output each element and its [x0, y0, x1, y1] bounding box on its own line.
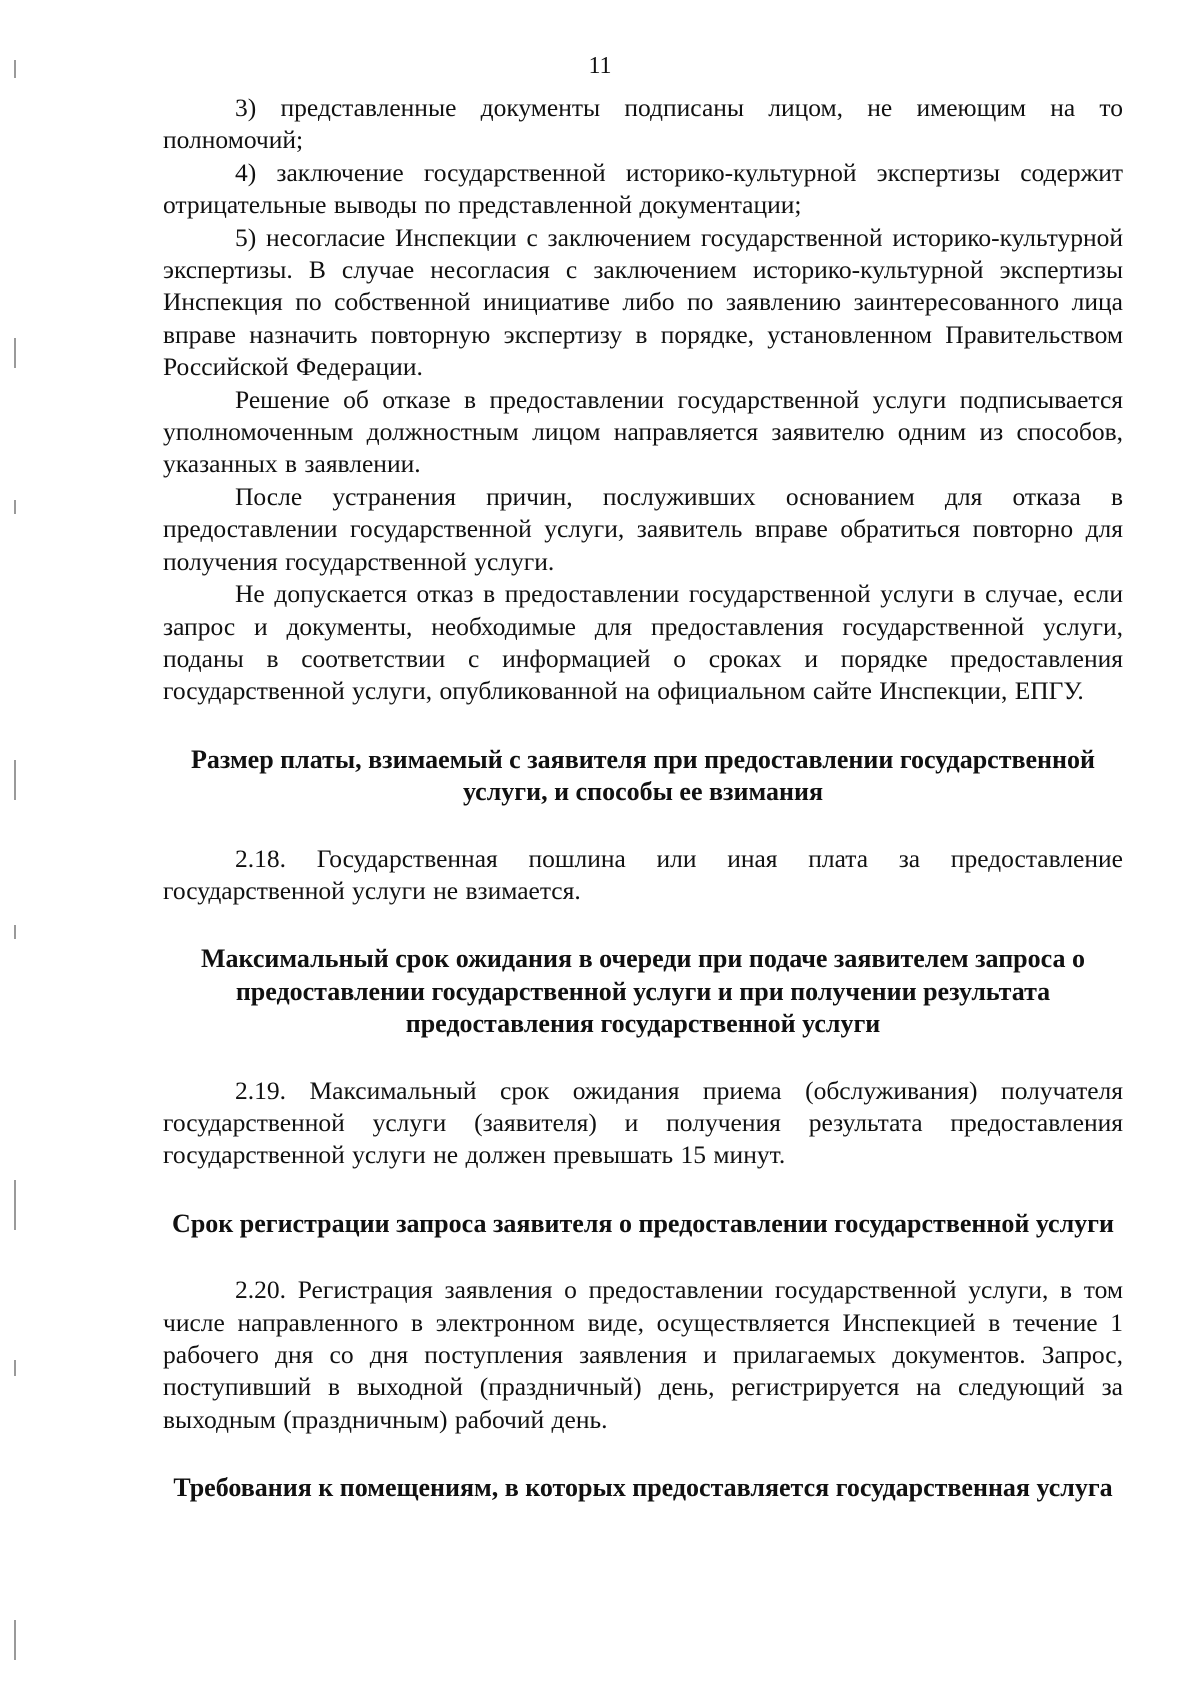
paragraph: 3) представленные документы подписаны лицом, не имеющим на то полномочий;: [163, 93, 1123, 155]
paragraph: Решение об отказе в предоставлении государственной услуги подписывается уполномоченным должностным лицом направляется заявителю одним из способов, указанных в заявлении.: [163, 384, 1123, 479]
section-paragraph: 2.20. Регистрация заявления о предоставлении государственной услуги, в том числе направленного в электронном виде, осуществляется Инспекцией в течение 1 рабочего дня со дня поступления заявления и прилагаемых документов. Запрос, поступивший в выходной (праздничный) день, регистрируется на следующий за выходным (праздничным) рабочий день.: [163, 1275, 1123, 1434]
scan-artifact: [14, 925, 16, 939]
scan-artifact: [14, 500, 16, 514]
section-paragraph: 2.19. Максимальный срок ожидания приема (обслуживания) получателя государственной услуги (заявителя) и получения результата предоставления государственной услуги не должен превышать 15 минут.: [163, 1075, 1123, 1170]
section-paragraph: 2.18. Государственная пошлина или иная плата за предоставление государственной услуги не взимается.: [163, 843, 1123, 905]
paragraph: После устранения причин, послуживших основанием для отказа в предоставлении государственной услуги, заявитель вправе обратиться повторно для получения государственной услуги.: [163, 481, 1123, 576]
section-heading: Максимальный срок ожидания в очереди при подаче заявителем запроса о предоставлении государственной услуги и при получении результата предоставления государственной услуги: [200, 944, 1085, 1039]
scan-artifact: [14, 338, 16, 368]
scan-artifact: [14, 760, 16, 800]
paragraph: 4) заключение государственной историко-культурной экспертизы содержит отрицательные выводы по представленной документации;: [163, 157, 1123, 220]
page-number: 11: [588, 53, 612, 79]
section-heading: Размер платы, взимаемый с заявителя при предоставлении государственной услуги, и способы ее взимания: [191, 744, 1095, 807]
section-heading: Требования к помещениям, в которых предоставляется государственная услуга: [173, 1473, 1113, 1503]
scan-artifact: [14, 1360, 16, 1376]
section-heading: Срок регистрации запроса заявителя о предоставлении государственной услуги: [172, 1208, 1114, 1238]
scan-artifact: [14, 1180, 16, 1230]
document-body: [163, 92, 1123, 1505]
scan-artifact: [14, 1620, 16, 1660]
paragraph: Не допускается отказ в предоставлении государственной услуги в случае, если запрос и документы, необходимые для предоставления государственной услуги, поданы в соответствии с информацией о сроках и порядке предоставления государственной услуги, опубликованной на официальном сайте Инспекции, ЕПГУ.: [163, 579, 1123, 706]
paragraph: 5) несогласие Инспекции с заключением государственной историко-культурной экспертизы. В случае несогласия с заключением историко-культурной экспертизы Инспекция по собственной инициативе либо по заявлению заинтересованного лица вправе назначить повторную экспертизу в порядке, установленном Правительством Российской Федерации.: [163, 222, 1123, 382]
